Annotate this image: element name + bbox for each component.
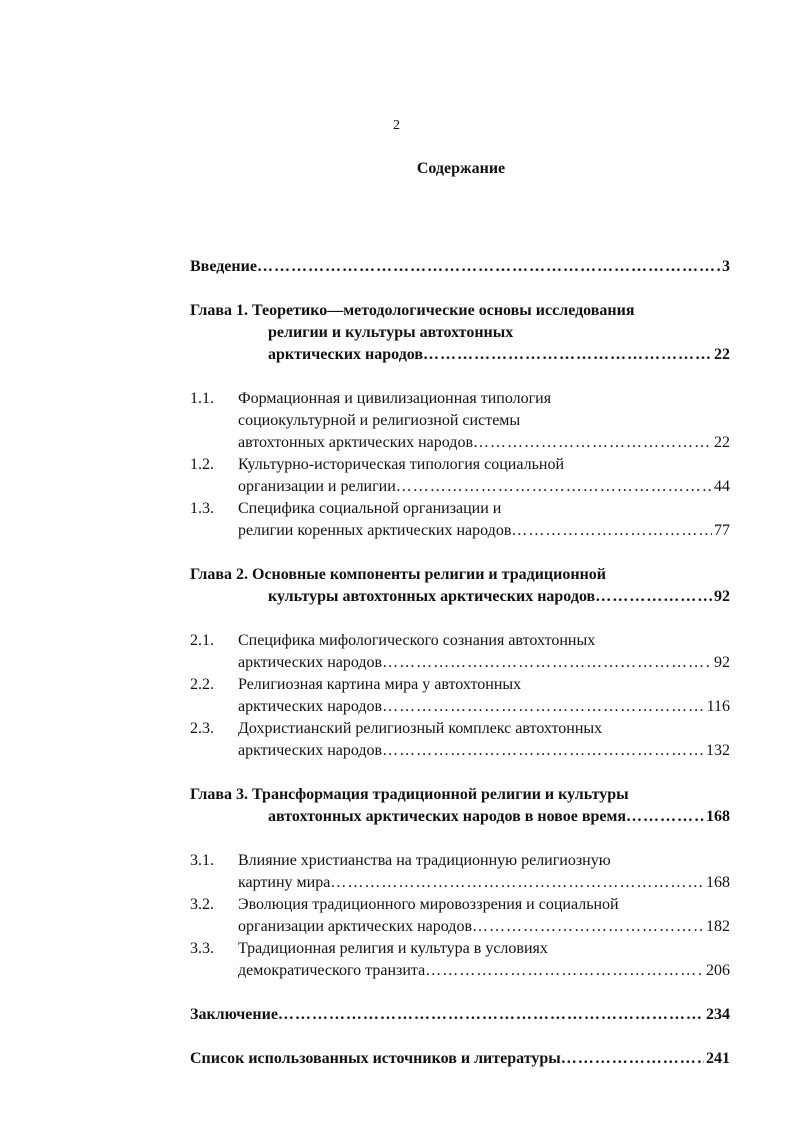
toc-section-page: 182 bbox=[706, 918, 730, 935]
toc-section-2-2-line2: арктических народов bbox=[238, 698, 383, 715]
toc-chapter-1 bbox=[190, 344, 730, 366]
toc-chapter-1-line3: арктических народов bbox=[268, 346, 424, 363]
toc-bibliography-label: Список использованных источников и литературы bbox=[190, 1050, 561, 1067]
toc-chapter-3-line2: автохтонных арктических народов в новое время bbox=[268, 808, 627, 825]
toc-section-3-2-line2: организации арктических народов bbox=[238, 918, 472, 935]
toc-chapter-1-page: 22 bbox=[714, 346, 730, 363]
toc-section-3-1 bbox=[190, 872, 730, 894]
toc-conclusion-label: Заключение bbox=[190, 1006, 278, 1023]
toc-bibliography-page: 241 bbox=[706, 1050, 730, 1067]
toc-section-page: 44 bbox=[714, 478, 730, 495]
dot-leader bbox=[382, 696, 704, 718]
dot-leader bbox=[423, 344, 712, 366]
section-number: 2.1. bbox=[190, 632, 214, 649]
toc-section-3-2-line1 bbox=[190, 894, 730, 916]
dot-leader bbox=[278, 1004, 704, 1026]
toc-chapter-2-page: 92 bbox=[714, 588, 730, 605]
dot-leader bbox=[595, 586, 712, 608]
toc-section-3-2 bbox=[190, 916, 730, 938]
toc-section-2-2-line1 bbox=[190, 674, 730, 696]
dot-leader bbox=[382, 652, 712, 674]
section-number: 3.3. bbox=[190, 940, 214, 957]
section-title: Специфика социальной организации и bbox=[238, 500, 502, 517]
toc-section-2-3 bbox=[190, 740, 730, 762]
toc-chapter-3-page: 168 bbox=[706, 808, 730, 825]
dot-leader bbox=[561, 1048, 704, 1070]
dot-leader bbox=[257, 256, 720, 278]
toc-section-1-2 bbox=[190, 476, 730, 498]
section-number: 3.2. bbox=[190, 896, 214, 913]
toc-section-2-1-line2: арктических народов bbox=[238, 654, 383, 671]
toc-chapter-2-line2: культуры автохтонных арктических народов bbox=[268, 588, 596, 605]
section-title: Религиозная картина мира у автохтонных bbox=[238, 676, 522, 693]
toc-section-1-1-line1 bbox=[190, 388, 730, 410]
toc-conclusion bbox=[190, 1004, 730, 1026]
dot-leader bbox=[626, 806, 704, 828]
toc-section-2-2 bbox=[190, 696, 730, 718]
toc-section-page: 116 bbox=[706, 698, 730, 715]
toc-section-1-1-line3: автохтонных арктических народов bbox=[238, 434, 473, 451]
toc-section-1-3-line1 bbox=[190, 498, 730, 520]
toc-section-1-3-line2: религии коренных арктических народов bbox=[238, 522, 512, 539]
dot-leader bbox=[511, 520, 712, 542]
toc-section-2-3-line2: арктических народов bbox=[238, 742, 383, 759]
section-number: 1.3. bbox=[190, 500, 214, 517]
toc-section-2-1-line1 bbox=[190, 630, 730, 652]
toc-section-1-2-line2: организации и религии bbox=[238, 478, 396, 495]
toc-intro bbox=[190, 256, 730, 278]
toc-section-page: 77 bbox=[714, 522, 730, 539]
dot-leader bbox=[382, 740, 704, 762]
page-number: 2 bbox=[393, 118, 400, 133]
toc-section-2-3-line1 bbox=[190, 718, 730, 740]
dot-leader bbox=[330, 872, 704, 894]
toc-chapter-3-line1: Глава 3. Трансформация традиционной религии и культуры bbox=[190, 786, 629, 803]
toc-bibliography bbox=[190, 1048, 730, 1070]
section-title: Формационная и цивилизационная типология bbox=[238, 390, 552, 407]
toc-chapter-1-line1: Глава 1. Теоретико—методологические основы исследования bbox=[190, 302, 635, 319]
toc-section-3-1-line2: картину мира bbox=[238, 874, 331, 891]
table-of-contents bbox=[190, 256, 730, 1070]
toc-section-3-3-line2: демократического транзита bbox=[238, 962, 426, 979]
toc-conclusion-page: 234 bbox=[706, 1006, 730, 1023]
toc-intro-label: Введение bbox=[190, 258, 257, 275]
toc-section-1-3 bbox=[190, 520, 730, 542]
toc-section-1-2-line1 bbox=[190, 454, 730, 476]
toc-chapter-2 bbox=[190, 586, 730, 608]
toc-section-1-1 bbox=[190, 432, 730, 454]
toc-section-2-1 bbox=[190, 652, 730, 674]
toc-section-3-3-line1 bbox=[190, 938, 730, 960]
page-title: Содержание bbox=[416, 160, 506, 177]
section-title: Культурно-историческая типология социальной bbox=[238, 456, 565, 473]
section-title: Специфика мифологического сознания автохтонных bbox=[238, 632, 596, 649]
section-number: 2.2. bbox=[190, 676, 214, 693]
dot-leader bbox=[425, 960, 704, 982]
dot-leader bbox=[396, 476, 712, 498]
toc-section-page: 132 bbox=[706, 742, 730, 759]
toc-section-page: 92 bbox=[714, 654, 730, 671]
toc-chapter-1-line2: религии и культуры автохтонных bbox=[268, 324, 514, 341]
toc-section-page: 206 bbox=[706, 962, 730, 979]
toc-section-page: 168 bbox=[706, 874, 730, 891]
toc-chapter-2-line1: Глава 2. Основные компоненты религии и традиционной bbox=[190, 566, 606, 583]
dot-leader bbox=[472, 916, 704, 938]
toc-section-3-3 bbox=[190, 960, 730, 982]
section-title: Влияние христианства на традиционную религиозную bbox=[238, 852, 611, 869]
section-title: Традиционная религия и культура в условиях bbox=[238, 940, 548, 957]
section-number: 1.1. bbox=[190, 390, 214, 407]
dot-leader bbox=[473, 432, 712, 454]
section-title: Дохристианский религиозный комплекс автохтонных bbox=[238, 720, 603, 737]
section-title: Эволюция традиционного мировоззрения и социальной bbox=[238, 896, 619, 913]
toc-intro-page: 3 bbox=[722, 258, 730, 275]
toc-section-3-1-line1 bbox=[190, 850, 730, 872]
toc-section-1-1-line2: социокультурной и религиозной системы bbox=[238, 412, 521, 429]
section-number: 2.3. bbox=[190, 720, 214, 737]
section-number: 3.1. bbox=[190, 852, 214, 869]
toc-chapter-3 bbox=[190, 806, 730, 828]
toc-section-page: 22 bbox=[714, 434, 730, 451]
section-number: 1.2. bbox=[190, 456, 214, 473]
